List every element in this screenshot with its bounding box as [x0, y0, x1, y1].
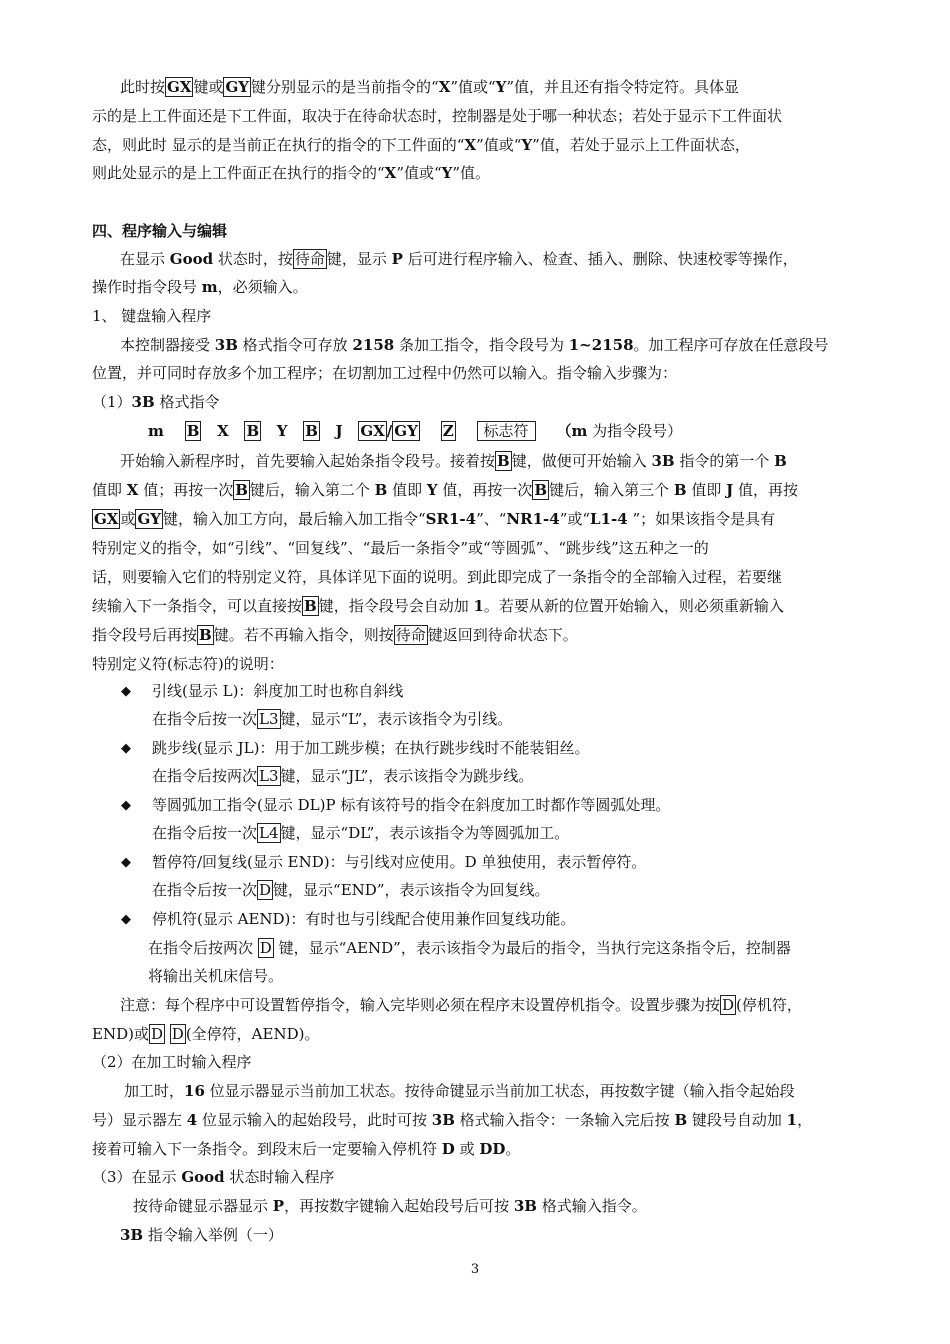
- text: ，再按数字键输入起始段号后可按: [284, 1197, 514, 1215]
- key-box: B: [305, 422, 318, 440]
- text: m: [148, 422, 164, 440]
- paragraph-line: 示的是上工件面还是下工件面，取决于在待命状态时，控制器是处于哪一种状态；若处于显示下工件面状: [92, 107, 783, 125]
- text: 键，显示: [326, 250, 392, 268]
- key-box: B: [186, 422, 200, 440]
- bullet-title: 暂停符/回复线(显示 END)：与引线对应使用。D 单独使用，表示暂停符。: [152, 853, 647, 871]
- text: END)或: [92, 1025, 149, 1043]
- key-box: D: [259, 939, 272, 957]
- text: （3）在显示: [92, 1168, 182, 1186]
- text: 条加工指令，指令段号为: [394, 336, 569, 354]
- text: 。: [505, 1140, 521, 1158]
- text: 键，指令段号会自动加: [318, 597, 474, 615]
- key-box: Z: [442, 422, 454, 440]
- text: 在指令后按两次: [148, 939, 258, 957]
- text: D: [441, 1140, 455, 1158]
- text: 指令输入举例（一）: [143, 1226, 283, 1244]
- key-box: GY: [394, 422, 418, 440]
- bullet-desc: [148, 938, 928, 958]
- text: 键返回到待命状态下。: [427, 626, 578, 644]
- text: X: [126, 481, 139, 499]
- paragraph-line: 特别定义符(标志符)的说明：: [92, 655, 284, 673]
- text: 在指令后按两次: [152, 767, 258, 785]
- text: （1）: [92, 393, 132, 411]
- key-box: B: [304, 597, 317, 615]
- bullet-title: 引线(显示 L)：斜度加工时也称自斜线: [152, 682, 404, 700]
- text: 值；再按一次: [138, 481, 234, 499]
- text: Y: [521, 136, 533, 154]
- key-box: GX: [360, 422, 385, 440]
- page-number: 3: [470, 1262, 480, 1277]
- text: 键。若不再输入指令，则按: [213, 626, 394, 644]
- text: 键，输入加工方向，最后输入加工指令“: [163, 510, 426, 528]
- text: 3B: [513, 1197, 537, 1215]
- text: L1-4: [590, 510, 628, 528]
- key-box: 待命: [294, 250, 325, 268]
- text: 位显示器显示当前加工状态。按待命键显示当前加工状态，再按数字键（输入指令起始段: [204, 1082, 795, 1100]
- text: 在指令后按一次: [152, 881, 258, 899]
- paragraph-line: [120, 451, 900, 471]
- text: 键后，输入第二个: [249, 481, 375, 499]
- diamond-bullet-icon: ◆: [121, 684, 131, 699]
- text: ”值，若处于显示上工件面状态，: [532, 136, 750, 154]
- text: ，必须输入。: [217, 278, 308, 296]
- text: ”值或“: [396, 164, 442, 182]
- key-box: L3: [259, 767, 279, 785]
- diamond-bullet-icon: ◆: [121, 741, 131, 756]
- text: 加工时，: [124, 1082, 185, 1100]
- text: (停机符，: [736, 996, 802, 1014]
- diamond-bullet-icon: ◆: [121, 798, 131, 813]
- text: /: [386, 422, 393, 440]
- text: X: [464, 136, 477, 154]
- text: X: [217, 422, 229, 440]
- paragraph-line: [92, 163, 872, 183]
- text: 键，显示“END”，表示该指令为回复线。: [273, 881, 550, 899]
- key-box: GX: [167, 78, 192, 96]
- text: 1~2158: [568, 336, 634, 354]
- bullet-title: 停机符(显示 AEND)：有时也与引线配合使用兼作回复线功能。: [152, 910, 576, 928]
- text: DD: [479, 1140, 506, 1158]
- text: B: [374, 481, 388, 499]
- key-box: D: [722, 996, 735, 1014]
- text: 本控制器接受: [120, 336, 215, 354]
- text: m: [201, 278, 218, 296]
- text: 格式指令可存放: [237, 336, 353, 354]
- text: 此时按: [120, 78, 166, 96]
- key-box: L4: [259, 824, 279, 842]
- text: 格式输入指令。: [536, 1197, 647, 1215]
- key-box: B: [199, 626, 212, 644]
- note-line: [120, 995, 900, 1015]
- text: 1: [473, 597, 484, 615]
- text: X: [384, 164, 397, 182]
- text: 续输入下一条指令，可以直接按: [92, 597, 303, 615]
- bullet-desc: [152, 880, 932, 900]
- text: 键，显示“JL”，表示该指令为跳步线。: [280, 767, 534, 785]
- text: X: [438, 78, 451, 96]
- paragraph-line: [92, 1110, 872, 1130]
- text: Y: [495, 78, 507, 96]
- text: 指令段号后再按: [92, 626, 198, 644]
- paragraph-line: [92, 625, 872, 645]
- bullet-desc: [152, 709, 932, 729]
- paragraph-line: 位置，并可同时存放多个加工程序；在切割加工过程中仍然可以输入。指令输入步骤为：: [92, 364, 678, 382]
- text: B: [774, 452, 787, 470]
- format-line: [148, 421, 928, 441]
- note-line: [92, 1024, 872, 1044]
- text: 开始输入新程序时，首先要输入起始条指令段号。接着按: [120, 452, 496, 470]
- text: 接着可输入下一条指令。到段末后一定要输入停机符: [92, 1140, 442, 1158]
- text: 16: [184, 1082, 205, 1100]
- paragraph-line: [133, 1196, 913, 1216]
- text: 则此处显示的是上工件面正在执行的指令的“: [92, 164, 385, 182]
- text: 值，再按一次: [437, 481, 533, 499]
- text: 在指令后按一次: [152, 710, 258, 728]
- text: 3B: [431, 1111, 455, 1129]
- text: Y: [426, 481, 438, 499]
- bullet-desc: [152, 823, 932, 843]
- paragraph-line: [92, 509, 872, 529]
- key-box: 标志符: [477, 421, 536, 441]
- text: 或: [454, 1140, 480, 1158]
- text: 值即: [92, 481, 127, 499]
- text: SR1-4: [425, 510, 477, 528]
- diamond-bullet-icon: ◆: [121, 912, 131, 927]
- text: 键段号自动加: [687, 1111, 787, 1129]
- paragraph-line: [92, 596, 872, 616]
- text: B: [674, 1111, 688, 1129]
- text: 2158: [352, 336, 395, 354]
- text: ”、“: [476, 510, 507, 528]
- text: 3B: [651, 452, 675, 470]
- text: 值即: [387, 481, 427, 499]
- text: 格式输入指令：一条输入完后按: [454, 1111, 675, 1129]
- text: Y: [276, 422, 288, 440]
- text: 值，再按: [733, 481, 798, 499]
- text: 状态时输入程序: [224, 1168, 335, 1186]
- subheading: [92, 392, 872, 412]
- text: Y: [441, 164, 453, 182]
- text: Good: [169, 250, 214, 268]
- key-box: GY: [137, 510, 161, 528]
- key-box: 待命: [395, 626, 426, 644]
- paragraph-line: [92, 135, 872, 155]
- text: 键，显示“AEND”，表示该指令为最后的指令，当执行完这条指令后，控制器: [273, 939, 791, 957]
- paragraph-line: [92, 480, 872, 500]
- example-heading: [120, 1225, 900, 1245]
- key-box: B: [235, 481, 248, 499]
- text: 键分别显示的是当前指令的“: [251, 78, 439, 96]
- text: 值即: [686, 481, 727, 499]
- subheading: [92, 1167, 872, 1187]
- text: ，: [797, 1111, 813, 1129]
- key-box: B: [534, 481, 548, 499]
- text: 状态时，按: [213, 250, 293, 268]
- text: P: [391, 250, 403, 268]
- text: ”值，并且还有指令特定符。具体显: [506, 78, 740, 96]
- key-box: GY: [225, 78, 250, 96]
- text: m: [571, 422, 588, 440]
- text: 键，显示“DL”，表示该指令为等圆弧加工。: [280, 824, 570, 842]
- text: 态，则此时 显示的是当前正在执行的指令的下工件面的“: [92, 136, 465, 154]
- bullet-title: 跳步线(显示 JL)：用于加工跳步模；在执行跳步线时不能装钼丝。: [152, 739, 590, 757]
- text: J: [726, 481, 734, 499]
- paragraph-line: 话，则要输入它们的特别定义符，具体详见下面的说明。到此即完成了一条指令的全部输入过程，若要继: [92, 568, 783, 586]
- text: 后可进行程序输入、检查、插入、删除、快速校零等操作，: [402, 250, 798, 268]
- subheading: 1、 键盘输入程序: [92, 307, 212, 325]
- text: 键，做便可开始输入: [511, 452, 652, 470]
- text: 3B: [214, 336, 238, 354]
- text: J: [335, 422, 343, 440]
- bullet-desc: 将输出关机床信号。: [148, 967, 284, 985]
- text: NR1-4: [506, 510, 560, 528]
- paragraph-line: [92, 1139, 872, 1159]
- text: 操作时指令段号: [92, 278, 202, 296]
- text: 。若要从新的位置开始输入，则必须重新输入: [483, 597, 784, 615]
- text: 键，显示“L”，表示该指令为引线。: [280, 710, 513, 728]
- paragraph-line: [120, 335, 900, 355]
- text: 在显示: [120, 250, 170, 268]
- key-box: D: [171, 1025, 184, 1043]
- text: 3B: [131, 393, 155, 411]
- text: ”；如果该指令是具有: [627, 510, 776, 528]
- paragraph-line: [124, 1081, 904, 1101]
- text: B: [673, 481, 687, 499]
- text: 1: [786, 1111, 798, 1129]
- text: ”值或“: [450, 78, 496, 96]
- key-box: B: [497, 452, 510, 470]
- bullet-title: 等圆弧加工指令(显示 DL)P 标有该符号的指令在斜度加工时都作等圆弧处理。: [152, 796, 671, 814]
- key-box: D: [150, 1025, 163, 1043]
- diamond-bullet-icon: ◆: [121, 855, 131, 870]
- text: 格式指令: [154, 393, 220, 411]
- text: ”或“: [559, 510, 591, 528]
- text: 3B: [120, 1226, 144, 1244]
- text: 注意：每个程序中可设置暂停指令，输入完毕则必须在程序末设置停机指令。设置步骤为按: [120, 996, 721, 1014]
- text: 键或: [193, 78, 224, 96]
- key-box: D: [259, 881, 272, 899]
- text: 或: [120, 510, 136, 528]
- section-heading: 四、程序输入与编辑: [92, 222, 228, 240]
- text: 指令的第一个: [674, 452, 775, 470]
- key-box: GX: [94, 510, 119, 528]
- paragraph-line: [120, 77, 880, 97]
- key-box: B: [246, 422, 260, 440]
- text: 4: [186, 1111, 198, 1129]
- text: Good: [181, 1168, 225, 1186]
- paragraph-line: [92, 277, 872, 297]
- text: 按待命键显示器显示: [133, 1197, 273, 1215]
- text: 。加工程序可存放在任意段号: [633, 336, 829, 354]
- key-box: L3: [259, 710, 279, 728]
- text: （: [556, 422, 572, 440]
- text: 为指令段号）: [587, 422, 683, 440]
- text: 在指令后按一次: [152, 824, 258, 842]
- subheading: （2）在加工时输入程序: [92, 1053, 252, 1071]
- paragraph-line: 特别定义的指令，如“引线”、“回复线”、“最后一条指令”或“等圆弧”、“跳步线”这五种之一的: [92, 539, 709, 557]
- text: P: [272, 1197, 285, 1215]
- bullet-desc: [152, 766, 932, 786]
- text: 号）显示器左: [92, 1111, 187, 1129]
- text: ”值。: [452, 164, 491, 182]
- text: 位显示输入的起始段号，此时可按: [197, 1111, 432, 1129]
- paragraph-line: [120, 249, 900, 269]
- text: (全停符，AEND)。: [185, 1025, 320, 1043]
- text: ”值或“: [476, 136, 522, 154]
- text: 键后，输入第三个: [549, 481, 674, 499]
